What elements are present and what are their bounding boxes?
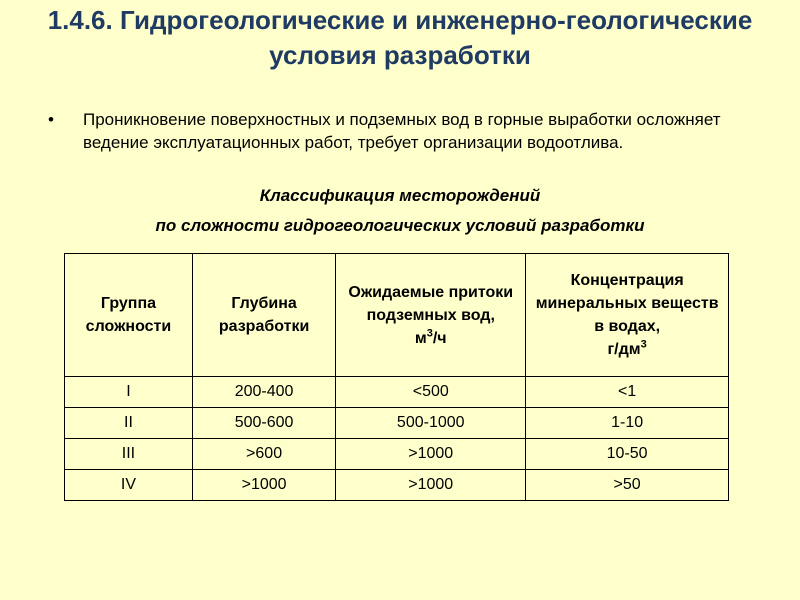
header-concentration-label: Концентрация минеральных веществ в водах, [535, 272, 719, 335]
header-group-label: Группа сложности [85, 295, 172, 335]
cell-inflow: >1000 [336, 439, 526, 470]
cell-depth: 500-600 [192, 408, 335, 439]
table-header-row [65, 254, 729, 377]
cell-concentration: 10-50 [526, 439, 729, 470]
table-row [65, 408, 729, 439]
header-inflow [336, 254, 526, 377]
header-concentration-unit-base: г/дм [607, 341, 641, 358]
cell-depth: >1000 [192, 470, 335, 501]
table-row [65, 377, 729, 408]
cell-group: II [65, 408, 193, 439]
bullet-item [48, 108, 728, 154]
slide-title: 1.4.6. Гидрогеологические и инженерно-геологические условия разработки [47, 5, 753, 70]
cell-depth: 200-400 [192, 377, 335, 408]
header-group [65, 254, 193, 377]
header-depth [192, 254, 335, 377]
cell-depth: >600 [192, 439, 335, 470]
table-row [65, 470, 729, 501]
cell-concentration: <1 [526, 377, 729, 408]
header-concentration-unit-sup: 3 [640, 338, 647, 351]
header-inflow-unit-sup: 3 [426, 327, 433, 340]
cell-group: IV [65, 470, 193, 501]
header-inflow-unit-rest: /ч [432, 329, 447, 347]
classification-title-line1: Классификация месторождений [259, 186, 541, 205]
cell-group: III [65, 439, 193, 470]
bullet-text: Проникновение поверхностных и подземных вод в горные выработки осложняет ведение эксплуатационных работ, требует организации водоотлива. [83, 110, 721, 152]
bullet-dot-icon: • [48, 110, 54, 129]
header-inflow-label: Ожидаемые притоки подземных вод, [348, 283, 514, 324]
classification-table [64, 253, 729, 501]
cell-inflow: 500-1000 [336, 408, 526, 439]
table-row [65, 439, 729, 470]
header-inflow-unit-base: м [414, 329, 427, 347]
header-concentration [526, 254, 729, 377]
classification-title-line2: по сложности гидрогеологических условий разработки [155, 216, 645, 235]
header-depth-label: Глубина разработки [218, 295, 310, 335]
cell-group: I [65, 377, 193, 408]
cell-inflow: >1000 [336, 470, 526, 501]
cell-concentration: >50 [526, 470, 729, 501]
cell-concentration: 1-10 [526, 408, 729, 439]
cell-inflow: <500 [336, 377, 526, 408]
